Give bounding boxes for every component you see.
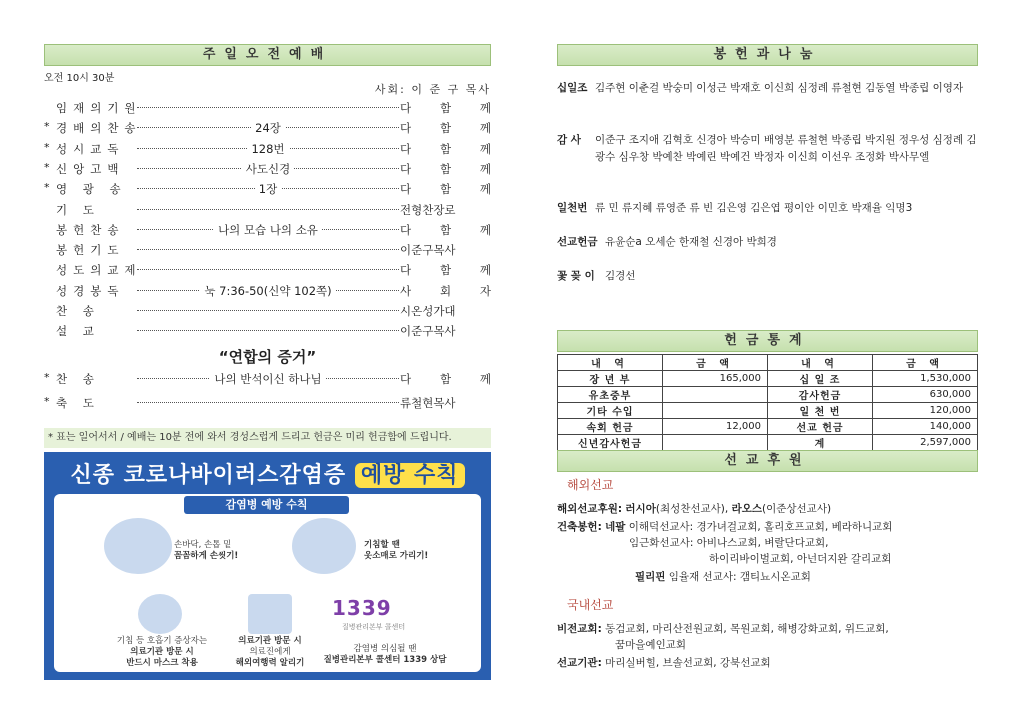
callcenter-number bbox=[332, 596, 392, 620]
sermon-title: “연합의 증거” bbox=[218, 348, 317, 366]
worship-item-leader: 다 함 께 bbox=[400, 101, 491, 115]
building-country-nepal: 네팔 bbox=[605, 521, 626, 533]
worship-item-leader: 전형찬장로 bbox=[400, 202, 456, 217]
stats-row bbox=[558, 419, 978, 435]
worship-leader: 사회: 이 준 구 목사 bbox=[374, 83, 491, 96]
leader-dots bbox=[137, 209, 399, 210]
worship-item bbox=[44, 117, 491, 137]
worship-item-leader: 다 함 께 bbox=[400, 141, 491, 156]
building-line-3: 하이리바이벌교회, 아넌더지완 갈리교회 bbox=[709, 553, 892, 565]
cough-icon bbox=[292, 518, 356, 574]
tip-hospital-line1: 의료기관 방문 시 bbox=[238, 636, 302, 646]
worship-item bbox=[44, 368, 491, 388]
overseas-support-line bbox=[557, 502, 831, 517]
building-line bbox=[557, 520, 892, 535]
stats-right-amount: 2,597,000 bbox=[873, 435, 978, 451]
missions-title: 선교후원 bbox=[557, 450, 978, 472]
stats-row bbox=[558, 387, 978, 403]
worship-item-leader: 사 회 자 bbox=[400, 283, 491, 298]
worship-item-detail-wrap bbox=[137, 222, 399, 238]
overseas-country-russia: 러시아 bbox=[625, 503, 656, 515]
worship-item-name: 봉헌기도 bbox=[56, 243, 125, 258]
mask-icon bbox=[138, 594, 182, 634]
stats-title: 헌금통계 bbox=[557, 330, 978, 352]
worship-item bbox=[44, 259, 491, 279]
stats-left-label: 유초중부 bbox=[558, 387, 663, 403]
worship-item-detail: 24장 bbox=[251, 121, 285, 135]
stats-left-label: 신년감사헌금 bbox=[558, 435, 663, 451]
leader-dots bbox=[137, 269, 399, 270]
worship-item-detail: 1장 bbox=[255, 182, 281, 196]
worship-time: 오전 10시 30분 bbox=[44, 73, 115, 84]
philippines-line bbox=[635, 570, 811, 585]
offering-title: 봉헌과나눔 bbox=[557, 44, 978, 66]
philippines-missionary: 임율재 선교사: 갬티뇨시온교회 bbox=[668, 571, 811, 583]
overseas-country-laos: 라오스 bbox=[731, 503, 763, 515]
dedication-names: 류 민 류지혜 류영준 류 빈 김은영 김은엽 평이안 이민호 박재율 익명3 bbox=[595, 202, 913, 214]
worship-item-leader: 다 함 께 bbox=[400, 263, 491, 278]
worship-item-detail: 나의 모습 나의 소유 bbox=[214, 223, 322, 237]
tip-handwash-line2: 꼼꼼하게 손씻기! bbox=[174, 551, 239, 561]
stats-left-label: 장 년 부 bbox=[558, 371, 663, 387]
stats-right-amount: 1,530,000 bbox=[873, 371, 978, 387]
building-label: 건축봉헌: bbox=[557, 521, 602, 533]
worship-item-detail: 눅 7:36-50(신약 102쪽) bbox=[200, 284, 335, 298]
thanks-names: 이준구 조지애 김혁호 신경아 박승미 배영분 류철현 박종립 박지원 정우성 심정례 김광수 심우창 박예찬 박예린 박예건 박정자 이신희 이선우 조정화 박사무엘 bbox=[595, 134, 977, 163]
worship-item-name: 임재의기원 bbox=[56, 101, 142, 115]
worship-item-name: 성시교독 bbox=[56, 141, 125, 156]
tip-callcenter bbox=[316, 644, 454, 666]
tip-hospital bbox=[210, 636, 330, 669]
stats-right-label: 계 bbox=[768, 435, 873, 451]
mission-offering-label: 선교헌금 bbox=[557, 236, 598, 248]
worship-item-detail: 나의 반석이신 하나님 bbox=[210, 372, 325, 386]
left-column bbox=[44, 44, 491, 668]
worship-item-leader: 시온성가대 bbox=[400, 304, 456, 318]
stats-row bbox=[558, 371, 978, 387]
worship-item-name: 봉헌찬송 bbox=[56, 222, 125, 237]
mission-org-label: 선교기관: bbox=[557, 657, 602, 669]
worship-item-leader: 다 함 께 bbox=[400, 222, 491, 237]
stats-right-label: 감사헌금 bbox=[768, 387, 873, 403]
worship-item bbox=[44, 280, 491, 300]
worship-item bbox=[44, 300, 491, 320]
standing-mark: * bbox=[44, 371, 50, 384]
tithe-names: 김주현 이춘걸 박숭미 이성근 박재호 이신희 심정례 류철현 김동열 박종립 이영자 bbox=[595, 82, 964, 94]
worship-item bbox=[44, 219, 491, 239]
stats-right-label: 십 일 조 bbox=[768, 371, 873, 387]
worship-item bbox=[44, 97, 491, 117]
worship-item-name: 찬 송 bbox=[56, 372, 100, 386]
stats-right-label: 일 천 번 bbox=[768, 403, 873, 419]
right-column bbox=[557, 44, 978, 669]
tip-mask-line3: 반드시 마스크 착용 bbox=[126, 658, 198, 668]
tip-handwash-line1: 손바닥, 손톱 밑 bbox=[174, 540, 232, 550]
standing-mark: * bbox=[44, 181, 50, 195]
stats-left-amount: 12,000 bbox=[663, 419, 768, 435]
worship-item-detail-wrap bbox=[137, 181, 399, 197]
standing-mark: * bbox=[44, 120, 50, 134]
worship-item-detail-wrap bbox=[137, 141, 399, 157]
worship-notice: * 표는 일어서서 / 예배는 10분 전에 와서 경성스럽게 드리고 헌금은 미리 헌금함에 드립니다. bbox=[44, 428, 491, 448]
stats-right-amount: 120,000 bbox=[873, 403, 978, 419]
tip-mask-line1: 기침 등 호흡기 증상자는 bbox=[116, 636, 208, 646]
tip-hospital-line3: 해외여행력 알리기 bbox=[235, 658, 305, 668]
worship-item-name: 성도의교제 bbox=[56, 263, 142, 278]
hospital-icon bbox=[248, 594, 292, 634]
handwash-icon bbox=[104, 518, 172, 574]
worship-item bbox=[44, 158, 491, 178]
worship-item-detail: 128번 bbox=[247, 142, 288, 156]
worship-title: 주일오전예배 bbox=[44, 44, 491, 66]
leader-dots bbox=[137, 330, 399, 331]
vision-church-label: 비전교회: bbox=[557, 623, 602, 635]
overseas-heading: 해외선교 bbox=[567, 478, 614, 492]
worship-item bbox=[44, 199, 491, 219]
building-line-2: 임근화선교사: 아비나스교회, 벼랄단다교회, bbox=[629, 537, 829, 549]
stats-right-amount: 140,000 bbox=[873, 419, 978, 435]
poster-title-main: 신종 코로나바이러스감염증 bbox=[70, 463, 347, 488]
mission-offering-names: 유윤순a 오세순 한재철 신경아 박희경 bbox=[605, 236, 777, 248]
philippines-label: 필리핀 bbox=[635, 571, 666, 583]
worship-item-leader: 이준구목사 bbox=[400, 324, 456, 339]
callcenter-sub: 질병관리본부 콜센터 bbox=[342, 623, 406, 631]
worship-item-detail-wrap bbox=[137, 120, 399, 136]
flower-names: 김경선 bbox=[605, 270, 636, 282]
worship-item-name: 축 도 bbox=[56, 396, 100, 410]
tip-hospital-line2: 의료진에게 bbox=[249, 647, 291, 657]
stats-left-label: 속회 헌금 bbox=[558, 419, 663, 435]
stats-left-amount bbox=[663, 435, 768, 451]
stats-right-amount: 630,000 bbox=[873, 387, 978, 403]
stats-right-label: 선교 헌금 bbox=[768, 419, 873, 435]
thanks-label: 감 사 bbox=[557, 134, 581, 146]
stats-left-label: 기타 수입 bbox=[558, 403, 663, 419]
worship-item-detail: 사도신경 bbox=[242, 162, 294, 176]
worship-item-name: 신앙고백 bbox=[56, 161, 125, 176]
poster-title-highlight: 예방 수칙 bbox=[355, 463, 465, 488]
tip-handwash bbox=[174, 540, 238, 562]
standing-mark: * bbox=[44, 160, 50, 174]
stats-head-amount: 금 액 bbox=[873, 355, 978, 371]
poster-title bbox=[44, 458, 491, 489]
poster-box bbox=[54, 494, 481, 672]
mission-org-names: 마리실버힐, 브솔선교회, 강북선교회 bbox=[605, 657, 771, 669]
tip-mask-line2: 의료기관 방문 시 bbox=[130, 647, 194, 657]
tip-mask bbox=[102, 636, 222, 669]
overseas-missionary-laos: (이준상선교사) bbox=[762, 503, 832, 515]
offering-stats-table bbox=[557, 354, 978, 451]
worship-item bbox=[44, 239, 491, 259]
stats-row bbox=[558, 403, 978, 419]
worship-item-detail-wrap bbox=[137, 161, 399, 177]
overseas-missionary-russia: (최성찬선교사), bbox=[655, 503, 729, 515]
worship-item-name: 설 교 bbox=[56, 324, 100, 339]
standing-mark: * bbox=[44, 140, 50, 154]
dedication-label: 일천번 bbox=[557, 202, 588, 214]
worship-item-leader: 다 함 께 bbox=[400, 121, 491, 136]
worship-item-leader: 다 함 께 bbox=[400, 161, 491, 176]
worship-order bbox=[44, 69, 491, 339]
standing-mark: * bbox=[44, 395, 50, 408]
domestic-heading: 국내선교 bbox=[567, 598, 614, 612]
leader-dots bbox=[137, 310, 399, 311]
overseas-support-label: 해외선교후원: bbox=[557, 503, 623, 515]
worship-item-name: 성경봉독 bbox=[56, 283, 125, 298]
tip-cough bbox=[364, 540, 428, 562]
offering-list bbox=[557, 66, 978, 316]
worship-item-leader: 다 함 께 bbox=[400, 182, 491, 197]
stats-head-amount: 금 액 bbox=[663, 355, 768, 371]
worship-item bbox=[44, 320, 491, 340]
tip-cough-line2: 옷소매로 가리기! bbox=[364, 551, 429, 561]
stats-left-amount bbox=[663, 403, 768, 419]
stats-head-item: 내 역 bbox=[558, 355, 663, 371]
stats-head-item: 내 역 bbox=[768, 355, 873, 371]
building-nepal-line1: 이해덕선교사: 경가녀걸교회, 홀리호프교회, 베라하니교회 bbox=[628, 521, 893, 533]
tip-cough-line1: 기침할 땐 bbox=[364, 540, 400, 550]
mission-org-line bbox=[557, 656, 771, 671]
tithe-label: 십일조 bbox=[557, 82, 588, 94]
leader-dots bbox=[137, 402, 399, 403]
worship-item-name: 기 도 bbox=[56, 202, 100, 217]
flower-label: 꽃 꽂 이 bbox=[557, 270, 595, 282]
stats-row bbox=[558, 435, 978, 451]
leader-dots bbox=[137, 249, 399, 250]
worship-item-detail-wrap bbox=[137, 371, 399, 387]
stats-left-amount bbox=[663, 387, 768, 403]
worship-item-detail-wrap bbox=[137, 283, 399, 299]
worship-item-name: 영 광 송 bbox=[56, 182, 127, 197]
worship-item-leader: 이준구목사 bbox=[400, 243, 456, 258]
tip-callcenter-line1: 감염병 의심될 땐 bbox=[353, 644, 417, 654]
callcenter-number-digits: 1339 bbox=[332, 596, 392, 620]
vision-church-line-2: 꿈마을예인교회 bbox=[615, 639, 687, 651]
poster-subtitle: 감염병 예방 수칙 bbox=[184, 496, 349, 514]
stats-header-row bbox=[558, 355, 978, 371]
worship-item bbox=[44, 138, 491, 158]
worship-item-name: 찬 송 bbox=[56, 304, 100, 318]
leader-dots bbox=[137, 107, 399, 108]
tip-callcenter-line2: 질병관리본부 콜센터 1339 상담 bbox=[323, 655, 447, 665]
worship-item-name: 경배의찬송 bbox=[56, 121, 142, 136]
worship-item-leader: 다 함 께 bbox=[400, 372, 491, 386]
worship-item bbox=[44, 178, 491, 198]
worship-item bbox=[44, 392, 491, 412]
covid-poster bbox=[44, 452, 491, 680]
worship-item-leader: 류철현목사 bbox=[400, 396, 456, 410]
vision-church-line bbox=[557, 622, 889, 637]
vision-church-names: 동검교회, 마리산전원교회, 목원교회, 해병강화교회, 위드교회, bbox=[605, 623, 889, 635]
stats-left-amount: 165,000 bbox=[663, 371, 768, 387]
